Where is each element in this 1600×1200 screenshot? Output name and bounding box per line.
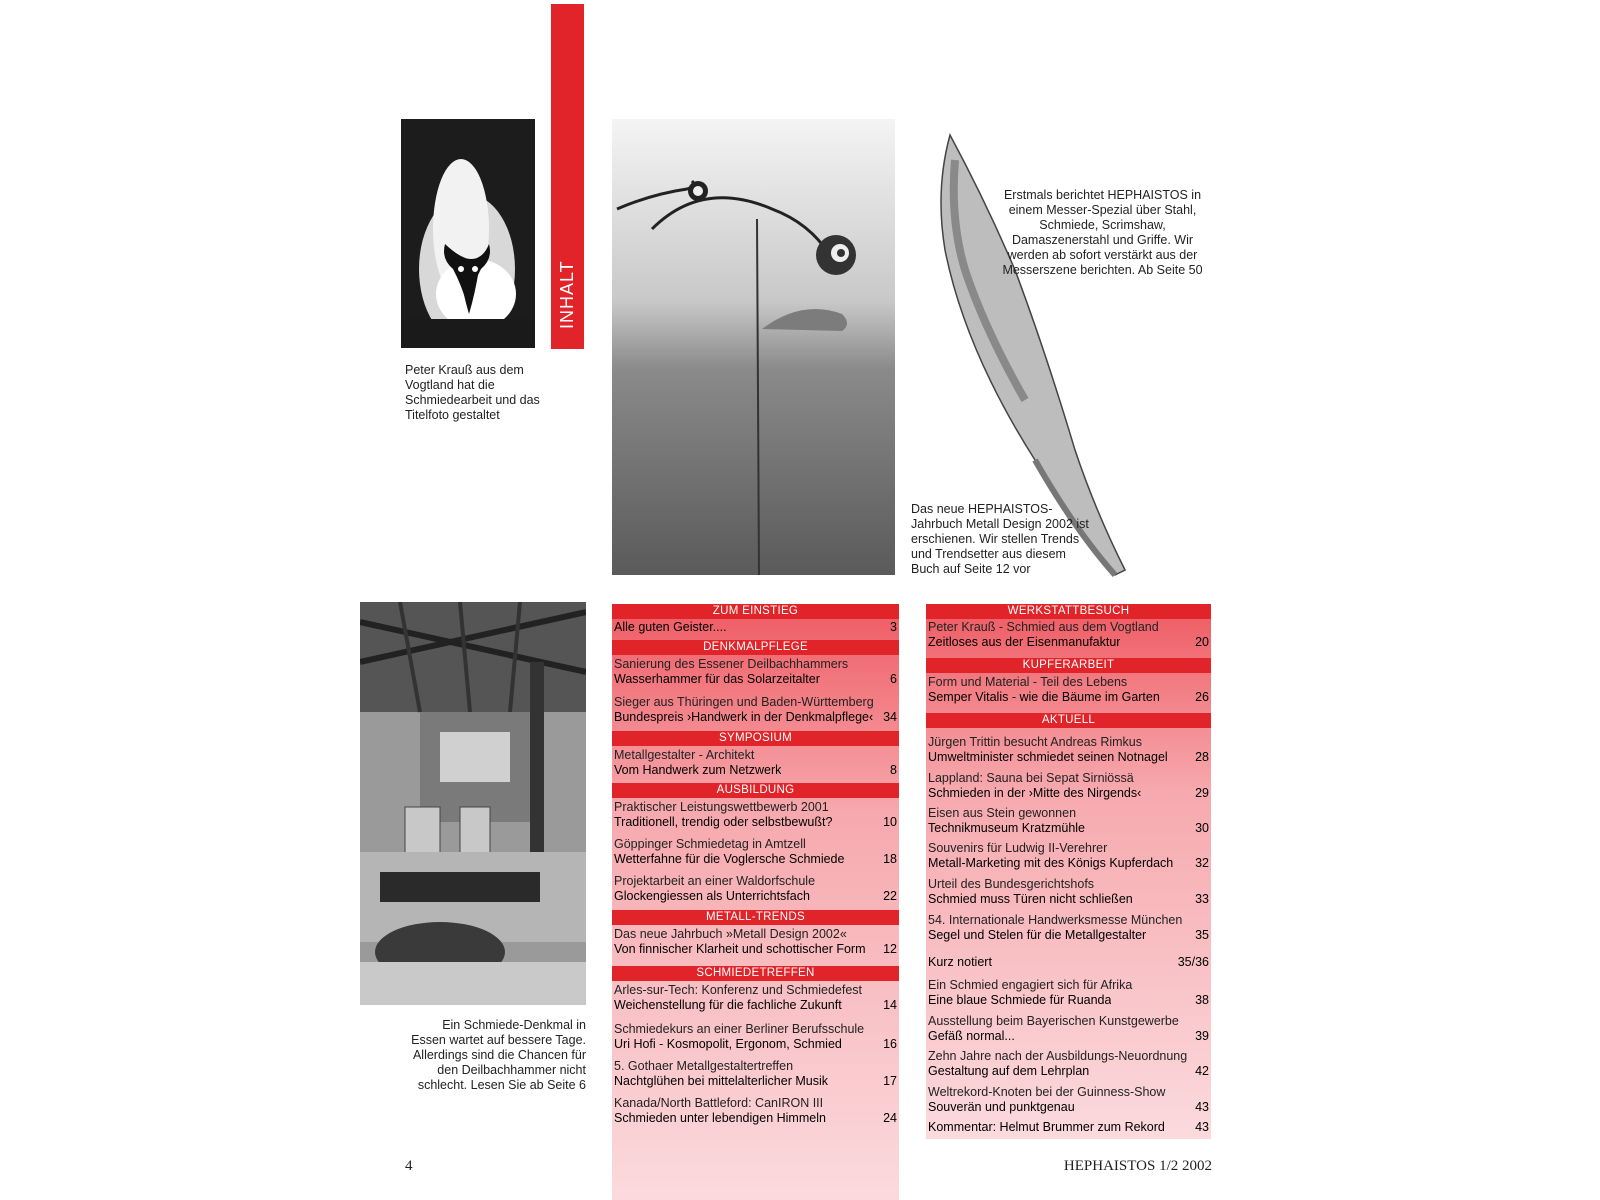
yearbook-caption: Das neue HEPHAISTOS-Jahrbuch Metall Design 2002 ist erschienen. Wir stellen Trends und Trendsetter aus diesem Buch auf Seite 12 vor [911, 502, 1089, 576]
toc-entry[interactable]: Alle guten Geister.... 3 [614, 620, 897, 634]
sculpture-photo [612, 119, 895, 575]
toc-entry[interactable]: Lappland: Sauna bei Sepat Sirniössä Schmieden in der ›Mitte des Nirgends‹ 29 [928, 771, 1209, 800]
toc-entry[interactable]: Urteil des Bundesgerichtshofs Schmied muss Türen nicht schließen 33 [928, 877, 1209, 906]
issue-label: HEPHAISTOS 1/2 2002 [1063, 1158, 1212, 1174]
toc-entry[interactable]: Das neue Jahrbuch »Metall Design 2002« Von finnischer Klarheit und schottischer Form 12 [614, 927, 897, 956]
toc-entry[interactable]: Arles-sur-Tech: Konferenz und Schmiedefest Weichenstellung für die fachliche Zukunft 14 [614, 983, 897, 1012]
toc-entry[interactable]: Eisen aus Stein gewonnen Technikmuseum Kratzmühle 30 [928, 806, 1209, 835]
toc-entry[interactable]: Weltrekord-Knoten bei der Guinness-Show Souverän und punktgenau 43 [928, 1085, 1209, 1114]
toc-entry[interactable]: 54. Internationale Handwerksmesse München Segel und Stelen für die Metallgestalter 35 [928, 913, 1209, 942]
toc-entry[interactable]: Projektarbeit an einer Waldorfschule Glockengiessen als Unterrichtsfach 22 [614, 874, 897, 903]
toc-entry[interactable]: Ausstellung beim Bayerischen Kunstgewerbe Gefäß normal... 39 [928, 1014, 1209, 1043]
page-number: 4 [405, 1158, 413, 1174]
toc-head-symposium: SYMPOSIUM [612, 731, 899, 746]
toc-entry[interactable]: Kommentar: Helmut Brummer zum Rekord 43 [928, 1120, 1209, 1134]
toc-left [612, 604, 899, 1200]
section-label: INHALT [557, 260, 577, 330]
toc-head-metall-trends: METALL-TRENDS [612, 910, 899, 925]
toc-right [926, 604, 1211, 1139]
toc-head-schmiedetreffen: SCHMIEDETREFFEN [612, 966, 899, 981]
toc-entry[interactable]: 5. Gothaer Metallgestaltertreffen Nachtglühen bei mittelalterlicher Musik 17 [614, 1059, 897, 1088]
toc-entry[interactable]: Kurz notiert 35/36 [928, 955, 1209, 969]
sea-sculpture-image [612, 119, 895, 575]
toc-entry[interactable]: Sanierung des Essener Deilbachhammers Wasserhammer für das Solarzeitalter 6 [614, 657, 897, 686]
toc-head-werkstattbesuch: WERKSTATTBESUCH [926, 604, 1211, 619]
cover-photo [401, 119, 535, 348]
toc-entry[interactable]: Zehn Jahre nach der Ausbildungs-Neuordnung Gestaltung auf dem Lehrplan 42 [928, 1049, 1209, 1078]
knife-special-caption: Erstmals berichtet HEPHAISTOS in einem Messer-Spezial über Stahl, Schmiede, Scrimshaw, Damaszenerstahl und Griffe. Wir werden ab sofort verstärkt aus der Messerszene berichten. Ab Seite 50 [1002, 188, 1203, 277]
toc-entry[interactable]: Ein Schmied engagiert sich für Afrika Eine blaue Schmiede für Ruanda 38 [928, 978, 1209, 1007]
toc-entry[interactable]: Sieger aus Thüringen und Baden-Württemberg Bundespreis ›Handwerk in der Denkmalpflege‹ 34 [614, 695, 897, 724]
toc-head-kupferarbeit: KUPFERARBEIT [926, 658, 1211, 673]
toc-entry[interactable]: Praktischer Leistungswettbewerb 2001 Traditionell, trendig oder selbstbewußt? 10 [614, 800, 897, 829]
toc-entry[interactable]: Kanada/North Battleford: CanIRON III Schmieden unter lebendigen Himmeln 24 [614, 1096, 897, 1125]
cover-photo-caption: Peter Krauß aus dem Vogtland hat die Schmiedearbeit und das Titelfoto gestaltet [405, 363, 540, 422]
toc-entry[interactable]: Jürgen Trittin besucht Andreas Rimkus Umweltminister schmiedet seinen Notnagel 28 [928, 735, 1209, 764]
forge-caption: Ein Schmiede-Denkmal in Essen wartet auf bessere Tage. Allerdings sind die Chancen für den Deilbachhammer nicht schlecht. Lesen Sie ab Seite 6 [411, 1018, 586, 1092]
fire-sculpture-image [401, 119, 535, 348]
forge-interior-image [360, 602, 586, 1005]
forge-photo [360, 602, 586, 1005]
toc-head-aktuell: AKTUELL [926, 713, 1211, 728]
toc-head-ausbildung: AUSBILDUNG [612, 783, 899, 798]
toc-entry[interactable]: Schmiedekurs an einer Berliner Berufsschule Uri Hofi - Kosmopolit, Ergonom, Schmied 16 [614, 1022, 897, 1051]
toc-entry[interactable]: Form und Material - Teil des Lebens Semper Vitalis - wie die Bäume im Garten 26 [928, 675, 1209, 704]
toc-head-zum-einstieg: ZUM EINSTIEG [612, 604, 899, 619]
toc-entry[interactable]: Metallgestalter - Architekt Vom Handwerk zum Netzwerk 8 [614, 748, 897, 777]
toc-entry[interactable]: Peter Krauß - Schmied aus dem Vogtland Zeitloses aus der Eisenmanufaktur 20 [928, 620, 1209, 649]
toc-entry[interactable]: Souvenirs für Ludwig II-Verehrer Metall-Marketing mit des Königs Kupferdach 32 [928, 841, 1209, 870]
toc-entry[interactable]: Göppinger Schmiedetag in Amtzell Wetterfahne für die Voglersche Schmiede 18 [614, 837, 897, 866]
toc-head-denkmalpflege: DENKMALPFLEGE [612, 640, 899, 655]
